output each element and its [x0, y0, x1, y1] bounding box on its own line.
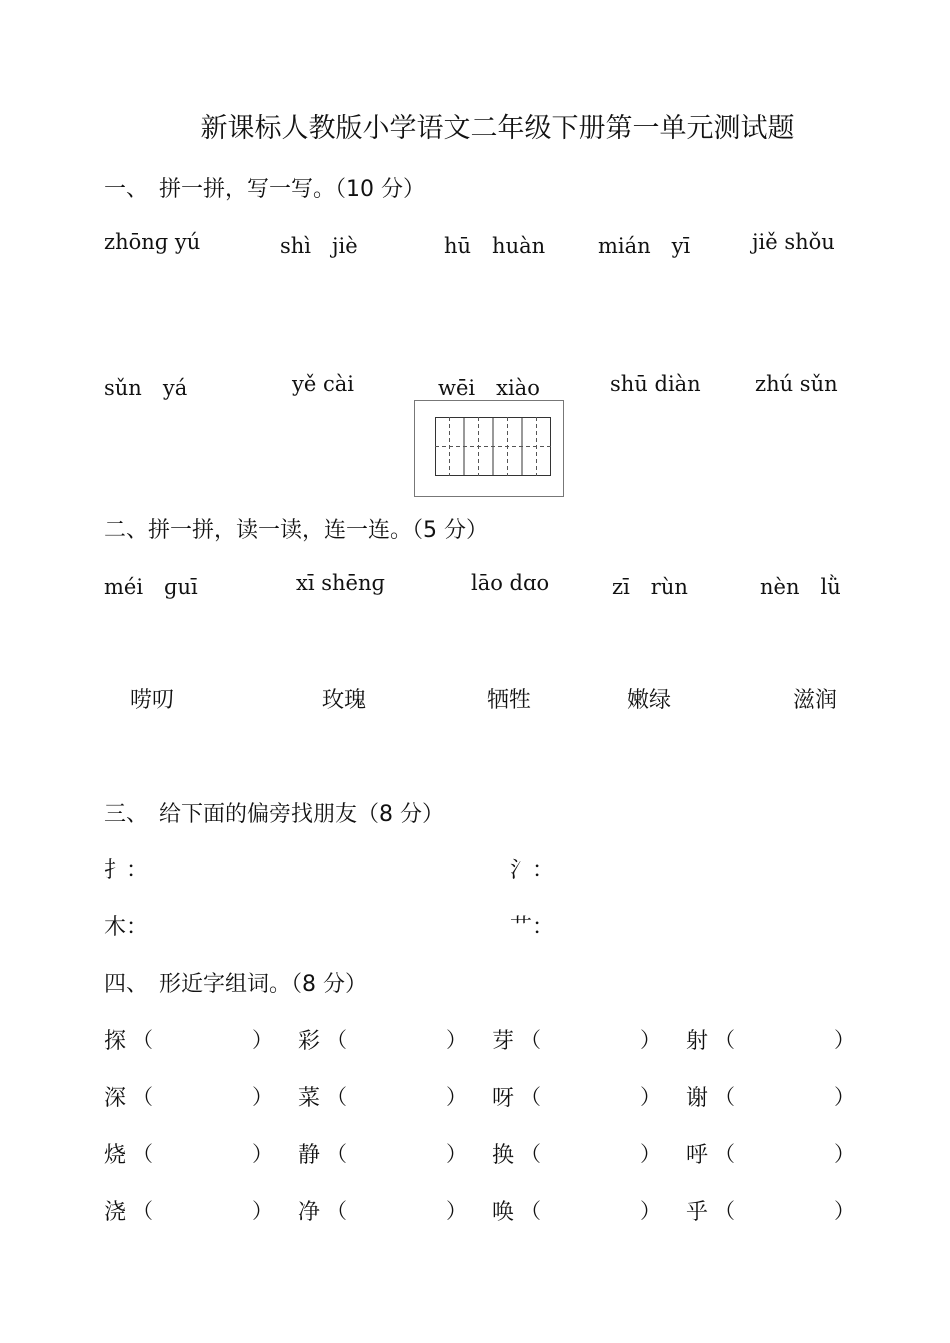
pinyin-item: shū diàn — [610, 372, 701, 396]
pinyin-item: zī rùn — [612, 575, 688, 599]
page-title: 新课标人教版小学语文二年级下册第一单元测试题 — [200, 113, 795, 144]
pinyin-item: sǔn yá — [104, 376, 188, 400]
close-paren: ） — [252, 1028, 273, 1052]
radical-label: 氵： — [510, 858, 555, 883]
close-paren: ） — [640, 1028, 661, 1052]
close-paren: ） — [446, 1028, 467, 1052]
section-4-heading: 四、 形近字组词。（8 分） — [104, 972, 367, 997]
open-paren: （ — [520, 1142, 541, 1166]
pinyin-item: jiě shǒu — [752, 230, 835, 254]
char-item: 射 — [686, 1029, 709, 1054]
word-item: 嫩绿 — [627, 688, 672, 713]
pinyin-item: yě cài — [292, 372, 354, 396]
char-item: 换 — [492, 1143, 515, 1168]
pinyin-item: hū huàn — [444, 234, 546, 258]
section-1-heading: 一、 拼一拼，写一写。（10 分） — [104, 177, 425, 202]
radical-label: 艹： — [510, 915, 555, 940]
open-paren: （ — [520, 1199, 541, 1223]
open-paren: （ — [326, 1028, 347, 1052]
close-paren: ） — [252, 1085, 273, 1109]
word-item: 滋润 — [793, 688, 838, 713]
pinyin-item: mián yī — [598, 234, 691, 258]
open-paren: （ — [714, 1142, 735, 1166]
writing-grid — [435, 417, 551, 477]
radical-label: 木： — [104, 915, 149, 940]
close-paren: ） — [640, 1199, 661, 1223]
close-paren: ） — [252, 1142, 273, 1166]
word-item: 玫瑰 — [322, 688, 367, 713]
char-item: 谢 — [686, 1086, 709, 1111]
open-paren: （ — [520, 1085, 541, 1109]
open-paren: （ — [326, 1199, 347, 1223]
close-paren: ） — [446, 1085, 467, 1109]
section-2-heading: 二、拼一拼，读一读，连一连。（5 分） — [104, 518, 488, 543]
pinyin-item: xī shēnɡ — [296, 571, 385, 595]
char-item: 呼 — [686, 1143, 709, 1168]
open-paren: （ — [714, 1028, 735, 1052]
close-paren: ） — [252, 1199, 273, 1223]
char-item: 芽 — [492, 1029, 515, 1054]
pinyin-item: zhōnɡ yú — [104, 230, 201, 254]
char-item: 深 — [104, 1086, 127, 1111]
open-paren: （ — [714, 1085, 735, 1109]
char-item: 探 — [104, 1029, 127, 1054]
open-paren: （ — [520, 1028, 541, 1052]
open-paren: （ — [132, 1028, 153, 1052]
close-paren: ） — [446, 1142, 467, 1166]
char-item: 呀 — [492, 1086, 515, 1111]
pinyin-item: méi ɡuī — [104, 575, 198, 599]
char-item: 乎 — [686, 1200, 709, 1225]
close-paren: ） — [640, 1085, 661, 1109]
char-item: 烧 — [104, 1143, 127, 1168]
close-paren: ） — [640, 1142, 661, 1166]
pinyin-item: wēi xiào — [438, 376, 540, 400]
open-paren: （ — [326, 1085, 347, 1109]
pinyin-item: zhú sǔn — [755, 372, 838, 396]
pinyin-item: lāo dɑo — [471, 571, 550, 595]
open-paren: （ — [326, 1142, 347, 1166]
open-paren: （ — [132, 1142, 153, 1166]
close-paren: ） — [834, 1199, 855, 1223]
close-paren: ） — [834, 1142, 855, 1166]
char-item: 唤 — [492, 1200, 515, 1225]
close-paren: ） — [834, 1085, 855, 1109]
close-paren: ） — [446, 1199, 467, 1223]
section-3-heading: 三、 给下面的偏旁找朋友（8 分） — [104, 802, 444, 827]
char-item: 浇 — [104, 1200, 127, 1225]
open-paren: （ — [132, 1199, 153, 1223]
word-item: 唠叨 — [130, 688, 175, 713]
radical-label: 扌： — [104, 858, 149, 883]
close-paren: ） — [834, 1028, 855, 1052]
pinyin-item: nèn lǜ — [760, 575, 841, 599]
char-item: 静 — [298, 1143, 321, 1168]
pinyin-item: shì jiè — [280, 234, 358, 258]
open-paren: （ — [132, 1085, 153, 1109]
word-item: 牺牲 — [487, 688, 532, 713]
char-item: 彩 — [298, 1029, 321, 1054]
char-item: 菜 — [298, 1086, 321, 1111]
open-paren: （ — [714, 1199, 735, 1223]
char-item: 净 — [298, 1200, 321, 1225]
